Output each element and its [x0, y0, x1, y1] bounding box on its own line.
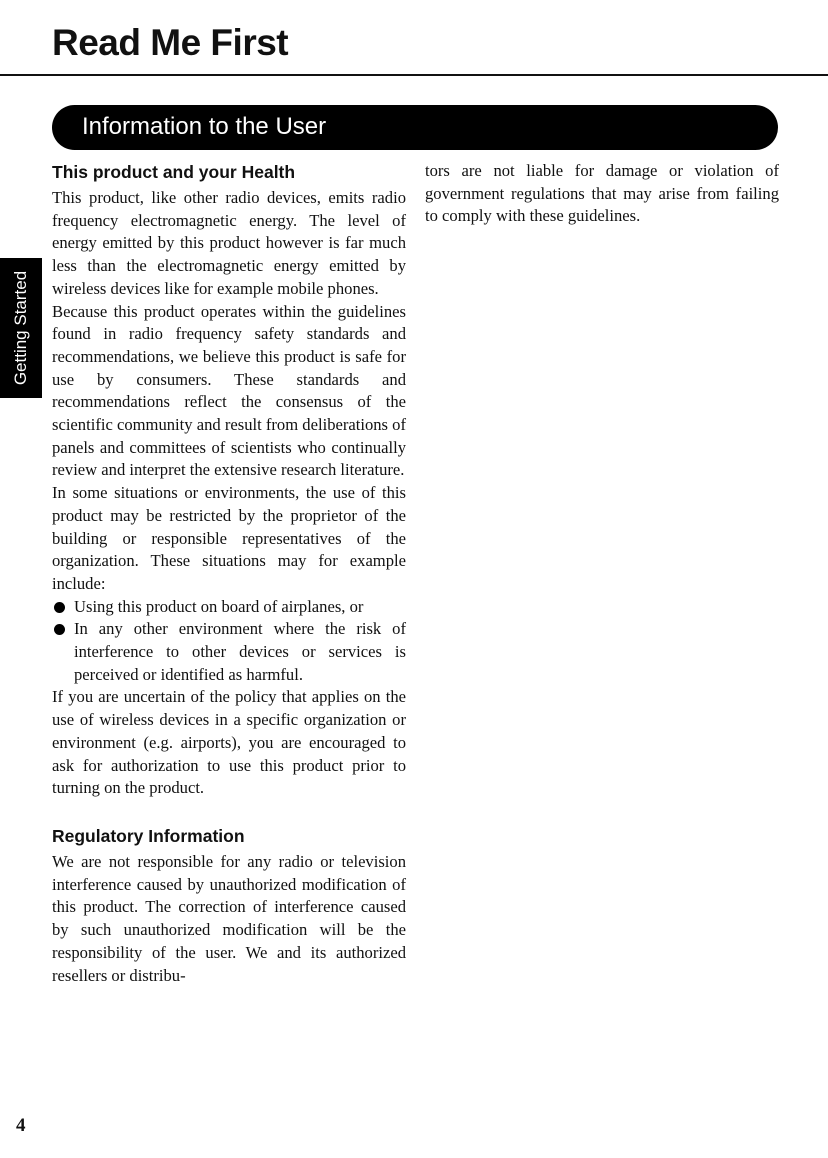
restriction-list	[52, 596, 406, 687]
health-paragraph-4: If you are uncertain of the policy that applies on the use of wireless devices in a specific organization or environment (e.g. airports), you are encouraged to ask for authorization to use this product prior to turning on the product.	[52, 687, 406, 798]
health-paragraph-1: This product, like other radio devices, emits radio frequency electromagnetic energy. The level of energy emitted by this product however is far much less than the electromagnetic energy emitted by wireless devices like for example mobile phones.	[52, 188, 406, 298]
left-column	[52, 160, 406, 987]
health-paragraph-2: Because this product operates within the guidelines found in radio frequency safety standards and recommendations, we believe this product is safe for use by consumers. These standards and recommendations reflect the consensus of the scientific community and result from deliberations of panels and committees of scientists who continually review and interpret the extensive research literature.	[52, 301, 406, 480]
regulatory-paragraph-continued: tors are not liable for damage or violation of government regulations that may arise from failing to comply with these guidelines.	[425, 161, 779, 226]
right-column	[425, 160, 779, 228]
health-paragraph-3: In some situations or environments, the use of this product may be restricted by the proprietor of the building or responsible representatives of the organization. These situations may for example include:	[52, 483, 406, 593]
health-heading: This product and your Health	[52, 162, 296, 182]
section-title: Information to the User	[82, 113, 327, 140]
side-tab-label: Getting Started	[11, 270, 30, 386]
list-item: In any other environment where the risk of interference to other devices or services is perceived or identified as harmful.	[52, 618, 406, 686]
title-rule	[0, 74, 828, 76]
section-banner	[52, 105, 778, 150]
page-title: Read Me First	[52, 22, 289, 63]
side-tab	[0, 258, 42, 398]
page-number: 4	[16, 1115, 26, 1136]
regulatory-paragraph: We are not responsible for any radio or television interference caused by unauthorized modification of this product. The correction of interference caused by such unauthorized modification will be the responsibility of the user. We and its authorized resellers or distribu-	[52, 851, 406, 985]
regulatory-heading: Regulatory Information	[52, 825, 245, 846]
list-item: Using this product on board of airplanes, or	[52, 596, 406, 619]
